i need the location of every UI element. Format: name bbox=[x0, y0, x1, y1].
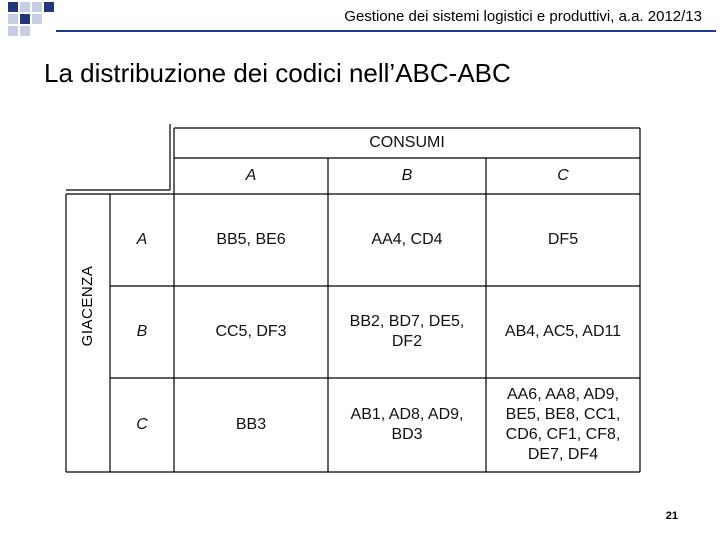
slide-title: La distribuzione dei codici nell’ABC-ABC bbox=[44, 58, 511, 88]
row-group-label: GIACENZA bbox=[78, 265, 96, 347]
table-cell: DF5 bbox=[547, 231, 579, 248]
table-cell: BB3 bbox=[235, 416, 267, 433]
column-header-a: A bbox=[245, 167, 257, 184]
table-cell: AA6, AA8, AD9, BE5, BE8, CC1, CD6, CF1, CF8, DE7, DF4 bbox=[505, 386, 621, 463]
table-cell: AB4, AC5, AD11 bbox=[504, 323, 622, 340]
column-header-b: B bbox=[401, 167, 413, 184]
row-header-a: A bbox=[136, 231, 148, 248]
row-header-b: B bbox=[136, 323, 148, 340]
table-cell: CC5, DF3 bbox=[215, 323, 287, 340]
row-header-c: C bbox=[136, 416, 148, 433]
table-cell: AA4, CD4 bbox=[371, 231, 443, 248]
course-title: Gestione dei sistemi logistici e produttivi, a.a. 2012/13 bbox=[344, 8, 702, 25]
page-number: 21 bbox=[665, 510, 678, 522]
column-group-label: CONSUMI bbox=[369, 134, 445, 151]
column-header-c: C bbox=[557, 167, 569, 184]
table-cell: BB5, BE6 bbox=[216, 231, 286, 248]
table-cell: AB1, AD8, AD9, BD3 bbox=[350, 406, 464, 443]
table-cell: BB2, BD7, DE5, DF2 bbox=[349, 313, 465, 350]
